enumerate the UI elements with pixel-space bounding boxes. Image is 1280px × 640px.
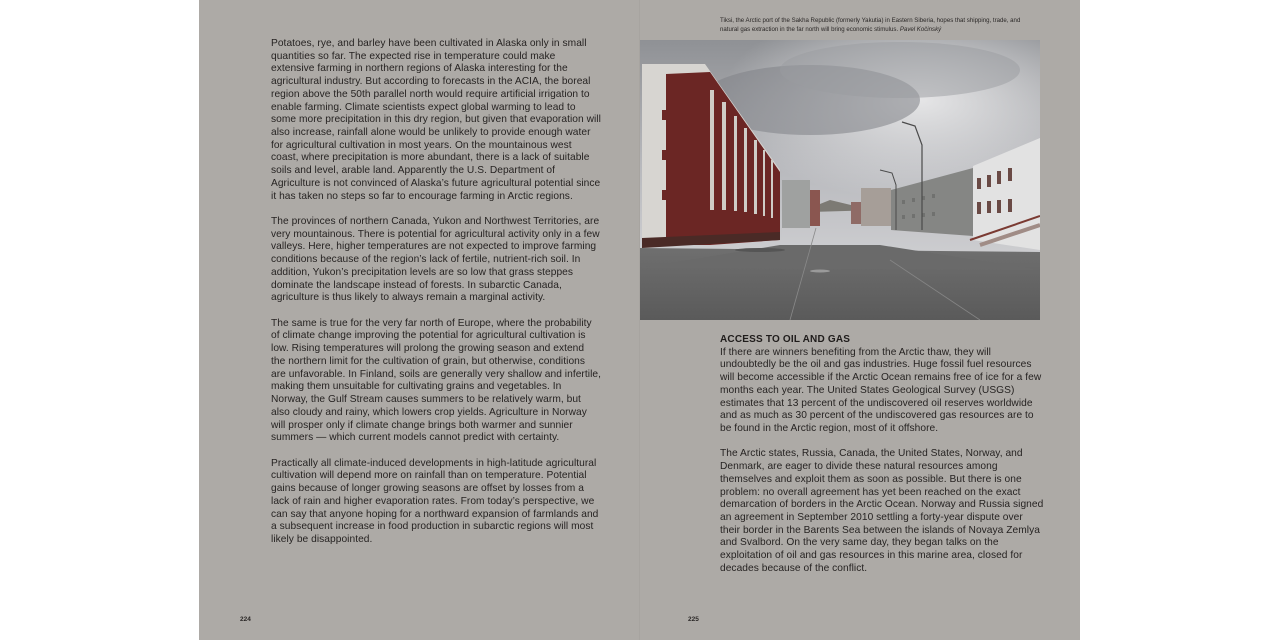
right-page-text: [720, 334, 1045, 588]
photo-caption: [720, 17, 1040, 34]
page-number-left: 224: [240, 616, 251, 623]
left-paragraph-3: The same is true for the very far north of Europe, where the probability of climate change improving the potential for agricultural cultivation is low. Rising temperatures will prolong the growing season and extend the northern limit for the cultivation of grain, but otherwise, conditions are unfavorable. In Finland, soils are generally very shallow and infertile, making them unsuitable for cultivating grains and vegetables. In Norway, the Gulf Stream causes summers to be relatively warm, but also cloudy and rainy, which lowers crop yields. Agriculture in Norway will prosper only if climate change brings both warmer and sunnier summers — which current models cannot predict with certainty.: [271, 317, 601, 444]
left-page-text: [271, 38, 601, 559]
right-paragraph-1: If there are winners benefiting from the Arctic thaw, they will undoubtedly be the oil and gas industries. Huge fossil fuel resources will become accessible if the Arctic Ocean remains free of ice for a few months each year. The United States Geological Survey (USGS) estimates that 13 percent of the undiscovered oil reserves worldwide and as much as 30 percent of the undiscovered gas resources are to be found in the Arctic region, most of it offshore.: [720, 346, 1042, 435]
right-paragraph-2: The Arctic states, Russia, Canada, the United States, Norway, and Denmark, are eager to divide these natural resources among themselves and exploit them as soon as possible. But there is one problem: no overall agreement has yet been reached on the exact demarcation of borders in the Arctic Ocean. Norway and Russia signed an agreement in September 2010 settling a forty-year dispute over their border in the Barents Sea between the islands of Novaya Zemlya and Svalbord. On the very same day, they began talks on the exploitation of oil and gas resources in this marine area, closed for decades because of the conflict.: [720, 448, 1044, 574]
book-spread: [199, 0, 1080, 640]
street-photo-illustration: [640, 40, 1040, 320]
photo-tiksi-street: [640, 40, 1040, 320]
left-paragraph-1: Potatoes, rye, and barley have been cultivated in Alaska only in small quantities so far. The expected rise in temperature could make extensive farming in northern regions of Alaska interesting for the agricultural industry. But according to forecasts in the ACIA, the boreal region above the 50th parallel north would require artificial irrigation to enable farming. Climate scientists expect global warming to lead to some more precipitation in this dry region, but given that evaporation will also increase, rainfall alone would be unlikely to provide enough water for agricultural cultivation in most years. On the mountainous west coast, where precipitation is more abundant, there is a lack of suitable soils and level, arable land. Apparently the U.S. Department of Agriculture is not convinced of Alaska’s future agricultural potential since it has taken no steps so far to encourage farming in Arctic regions.: [271, 38, 601, 202]
page-number-right: 225: [688, 616, 699, 623]
caption-credit: Pavel Kočinský: [899, 25, 942, 33]
left-paragraph-4: Practically all climate-induced developments in high-latitude agricultural cultivation will depend more on rainfall than on temperature. Potential gains because of longer growing seasons are offset by losses from a lack of rain and higher evaporation rates. From today’s perspective, we can say that anyone hoping for a northward expansion of farmlands and a subsequent increase in food production in subarctic regions will most likely be disappointed.: [271, 457, 599, 545]
section-heading: ACCESS TO OIL AND GAS: [720, 334, 851, 345]
caption-text: Tiksi, the Arctic port of the Sakha Republic (formerly Yakutia) in Eastern Siberia, hopes that shipping, trade, and natural gas extraction in the far north will bring economic stimulus.: [720, 17, 1021, 33]
left-paragraph-2: The provinces of northern Canada, Yukon and Northwest Territories, are very mountainous. There is potential for agricultural activity only in a few valleys. Here, higher temperatures are not expected to improve farming conditions because of the region’s lack of fertile, nutrient-rich soil. In addition, Yukon’s precipitation levels are so low that grass steppes dominate the landscape instead of forests. In subarctic Canada, agriculture is thus likely to always remain a marginal activity.: [271, 216, 600, 304]
distant-building: [782, 180, 810, 228]
